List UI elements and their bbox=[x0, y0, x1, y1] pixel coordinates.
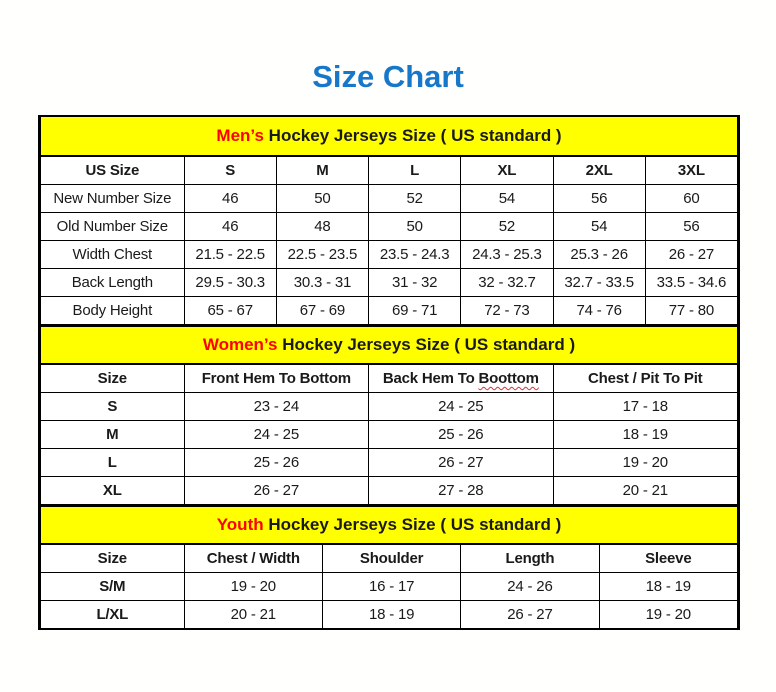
column-header: S bbox=[184, 156, 276, 185]
mens-header-row bbox=[41, 156, 738, 185]
value-cell: 24 - 25 bbox=[184, 421, 368, 449]
table-row bbox=[41, 421, 738, 449]
value-cell: 52 bbox=[461, 213, 553, 241]
column-header bbox=[369, 364, 553, 393]
value-cell: 18 - 19 bbox=[599, 573, 737, 601]
value-cell: 29.5 - 30.3 bbox=[184, 269, 276, 297]
column-header: 2XL bbox=[553, 156, 645, 185]
value-cell: 24 - 25 bbox=[369, 393, 553, 421]
column-header: Sleeve bbox=[599, 544, 737, 573]
row-label-cell: Width Chest bbox=[41, 241, 185, 269]
column-header: Chest / Width bbox=[184, 544, 322, 573]
value-cell: 20 - 21 bbox=[553, 477, 737, 505]
row-label-cell: Body Height bbox=[41, 297, 185, 325]
row-label-cell: M bbox=[41, 421, 185, 449]
value-cell: 46 bbox=[184, 185, 276, 213]
row-label-cell: S/M bbox=[41, 573, 185, 601]
mens-caption-highlight: Men’s bbox=[216, 126, 264, 145]
table-row bbox=[41, 297, 738, 325]
womens-caption bbox=[41, 326, 738, 364]
value-cell: 56 bbox=[645, 213, 737, 241]
value-cell: 26 - 27 bbox=[645, 241, 737, 269]
value-cell: 19 - 20 bbox=[184, 573, 322, 601]
column-header: 3XL bbox=[645, 156, 737, 185]
value-cell: 25.3 - 26 bbox=[553, 241, 645, 269]
column-header: Size bbox=[41, 364, 185, 393]
mens-caption bbox=[41, 117, 738, 156]
womens-caption-text: Hockey Jerseys Size ( US standard ) bbox=[277, 335, 576, 354]
row-label-cell: Back Length bbox=[41, 269, 185, 297]
size-tables-container bbox=[38, 115, 740, 630]
womens-caption-row bbox=[41, 326, 738, 364]
value-cell: 26 - 27 bbox=[461, 601, 599, 629]
womens-size-table bbox=[40, 325, 738, 505]
table-row bbox=[41, 269, 738, 297]
row-label-cell: L bbox=[41, 449, 185, 477]
value-cell: 32 - 32.7 bbox=[461, 269, 553, 297]
page-title: Size Chart bbox=[312, 59, 464, 94]
value-cell: 22.5 - 23.5 bbox=[276, 241, 368, 269]
youth-header-row bbox=[41, 544, 738, 573]
value-cell: 50 bbox=[276, 185, 368, 213]
column-header: L bbox=[369, 156, 461, 185]
table-row bbox=[41, 185, 738, 213]
value-cell: 16 - 17 bbox=[322, 573, 460, 601]
table-row bbox=[41, 213, 738, 241]
value-cell: 60 bbox=[645, 185, 737, 213]
womens-caption-highlight: Women’s bbox=[202, 335, 278, 354]
value-cell: 26 - 27 bbox=[369, 449, 553, 477]
youth-caption-row bbox=[41, 506, 738, 544]
value-cell: 19 - 20 bbox=[599, 601, 737, 629]
value-cell: 20 - 21 bbox=[184, 601, 322, 629]
column-header: Shoulder bbox=[322, 544, 460, 573]
youth-caption-highlight: Youth bbox=[216, 515, 264, 534]
youth-caption bbox=[41, 506, 738, 544]
value-cell: 24.3 - 25.3 bbox=[461, 241, 553, 269]
value-cell: 21.5 - 22.5 bbox=[184, 241, 276, 269]
value-cell: 52 bbox=[369, 185, 461, 213]
mens-caption-row bbox=[41, 117, 738, 156]
value-cell: 23 - 24 bbox=[184, 393, 368, 421]
column-header: XL bbox=[461, 156, 553, 185]
value-cell: 23.5 - 24.3 bbox=[369, 241, 461, 269]
value-cell: 32.7 - 33.5 bbox=[553, 269, 645, 297]
value-cell: 25 - 26 bbox=[184, 449, 368, 477]
row-label-cell: XL bbox=[41, 477, 185, 505]
youth-caption-text: Hockey Jerseys Size ( US standard ) bbox=[263, 515, 562, 534]
mens-size-table bbox=[40, 117, 738, 325]
value-cell: 74 - 76 bbox=[553, 297, 645, 325]
youth-size-table bbox=[40, 505, 738, 628]
column-header: Size bbox=[41, 544, 185, 573]
value-cell: 33.5 - 34.6 bbox=[645, 269, 737, 297]
column-header: Front Hem To Bottom bbox=[184, 364, 368, 393]
column-header: Length bbox=[461, 544, 599, 573]
value-cell: 65 - 67 bbox=[184, 297, 276, 325]
value-cell: 67 - 69 bbox=[276, 297, 368, 325]
row-label-cell: L/XL bbox=[41, 601, 185, 629]
value-cell: 31 - 32 bbox=[369, 269, 461, 297]
row-label-cell: New Number Size bbox=[41, 185, 185, 213]
value-cell: 27 - 28 bbox=[369, 477, 553, 505]
value-cell: 46 bbox=[184, 213, 276, 241]
value-cell: 26 - 27 bbox=[184, 477, 368, 505]
value-cell: 77 - 80 bbox=[645, 297, 737, 325]
value-cell: 56 bbox=[553, 185, 645, 213]
column-header: Chest / Pit To Pit bbox=[553, 364, 737, 393]
value-cell: 72 - 73 bbox=[461, 297, 553, 325]
table-row bbox=[41, 449, 738, 477]
value-cell: 30.3 - 31 bbox=[276, 269, 368, 297]
column-header: US Size bbox=[41, 156, 185, 185]
table-row bbox=[41, 601, 738, 629]
table-row bbox=[41, 477, 738, 505]
womens-header-row bbox=[41, 364, 738, 393]
row-label-cell: Old Number Size bbox=[41, 213, 185, 241]
value-cell: 18 - 19 bbox=[553, 421, 737, 449]
value-cell: 54 bbox=[461, 185, 553, 213]
value-cell: 69 - 71 bbox=[369, 297, 461, 325]
value-cell: 17 - 18 bbox=[553, 393, 737, 421]
table-row bbox=[41, 241, 738, 269]
value-cell: 54 bbox=[553, 213, 645, 241]
mens-caption-text: Hockey Jerseys Size ( US standard ) bbox=[263, 126, 562, 145]
value-cell: 24 - 26 bbox=[461, 573, 599, 601]
table-row bbox=[41, 573, 738, 601]
column-header-text: Back Hem To bbox=[382, 370, 479, 387]
value-cell: 48 bbox=[276, 213, 368, 241]
value-cell: 50 bbox=[369, 213, 461, 241]
value-cell: 19 - 20 bbox=[553, 449, 737, 477]
value-cell: 18 - 19 bbox=[322, 601, 460, 629]
table-row bbox=[41, 393, 738, 421]
row-label-cell: S bbox=[41, 393, 185, 421]
value-cell: 25 - 26 bbox=[369, 421, 553, 449]
spellcheck-underlined-word: Boottom bbox=[478, 370, 539, 387]
column-header: M bbox=[276, 156, 368, 185]
